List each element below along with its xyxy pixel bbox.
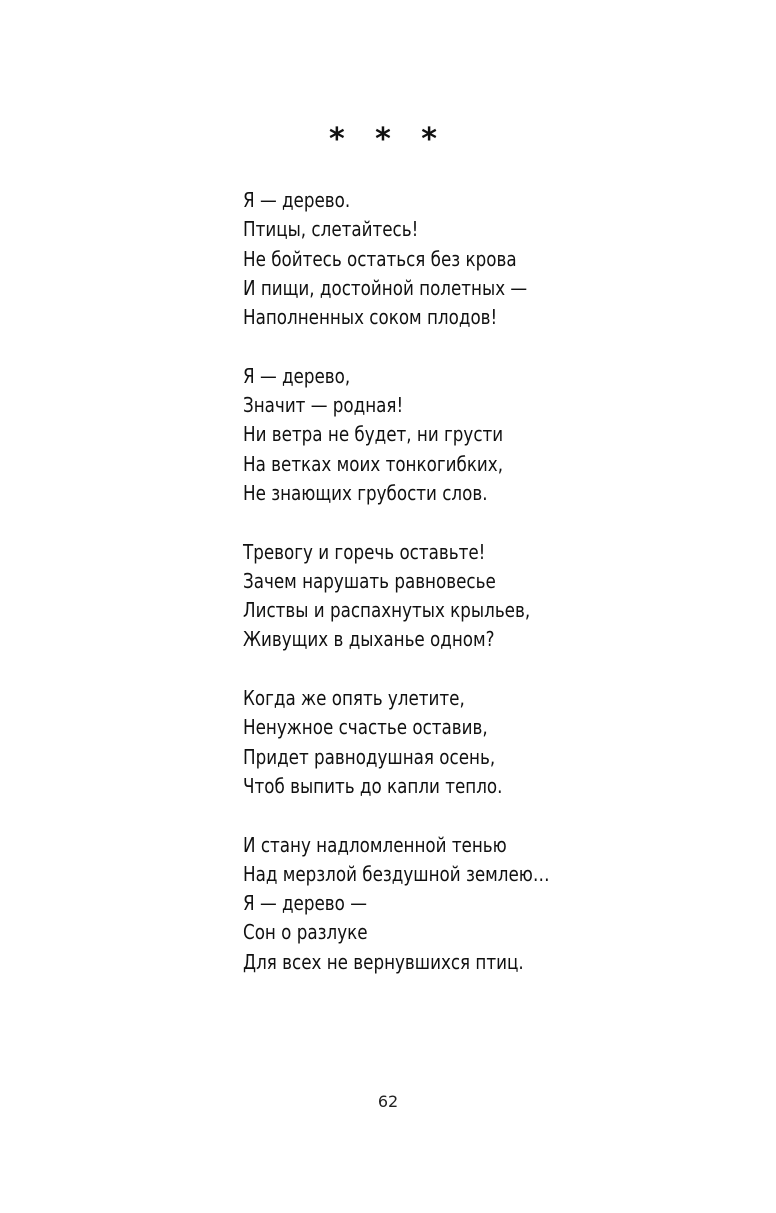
poem	[243, 186, 743, 1006]
poem-line: Живущих в дыханье одном?	[243, 627, 495, 652]
stanza	[243, 538, 743, 655]
poem-line: Когда же опять улетите,	[243, 686, 465, 711]
stanza	[243, 362, 743, 508]
poem-line: На ветках моих тонкогибких,	[243, 451, 504, 476]
poem-line: Сон о разлуке	[243, 920, 368, 945]
stanza	[243, 831, 743, 977]
poem-line: Чтоб выпить до капли тепло.	[243, 773, 503, 798]
poem-line: Для всех не вернувшихся птиц.	[243, 949, 524, 974]
poem-line: Тревогу и горечь оставьте!	[243, 539, 486, 564]
poem-line: Не бойтесь остаться без крова	[243, 246, 517, 271]
poem-line: Листвы и распахнутых крыльев,	[243, 598, 531, 623]
poem-line: И стану надломленной тенью	[243, 832, 507, 857]
poem-line: Ни ветра не будет, ни грусти	[243, 422, 504, 447]
poem-line: Наполненных соком плодов!	[243, 305, 498, 330]
poem-line: Значит — родная!	[243, 393, 404, 418]
poem-line: Птицы, слетайтесь!	[243, 217, 419, 242]
poem-line: Зачем нарушать равновесье	[243, 568, 496, 593]
poem-line: Не знающих грубости слов.	[243, 480, 488, 505]
poem-line: Над мерзлой бездушной землею…	[243, 861, 550, 886]
stanza	[243, 186, 743, 332]
poem-line: Я — дерево.	[243, 188, 351, 212]
poem-line: И пищи, достойной полетных —	[243, 275, 528, 300]
poem-line: Ненужное счастье оставив,	[243, 715, 488, 740]
stanza	[243, 684, 743, 801]
poem-line: Я — дерево,	[243, 363, 351, 388]
poem-line: Я — дерево —	[243, 891, 367, 916]
page-number: 62	[377, 1092, 399, 1111]
section-ornament: * * *	[329, 122, 447, 157]
poem-line: Придет равнодушная осень,	[243, 744, 496, 769]
